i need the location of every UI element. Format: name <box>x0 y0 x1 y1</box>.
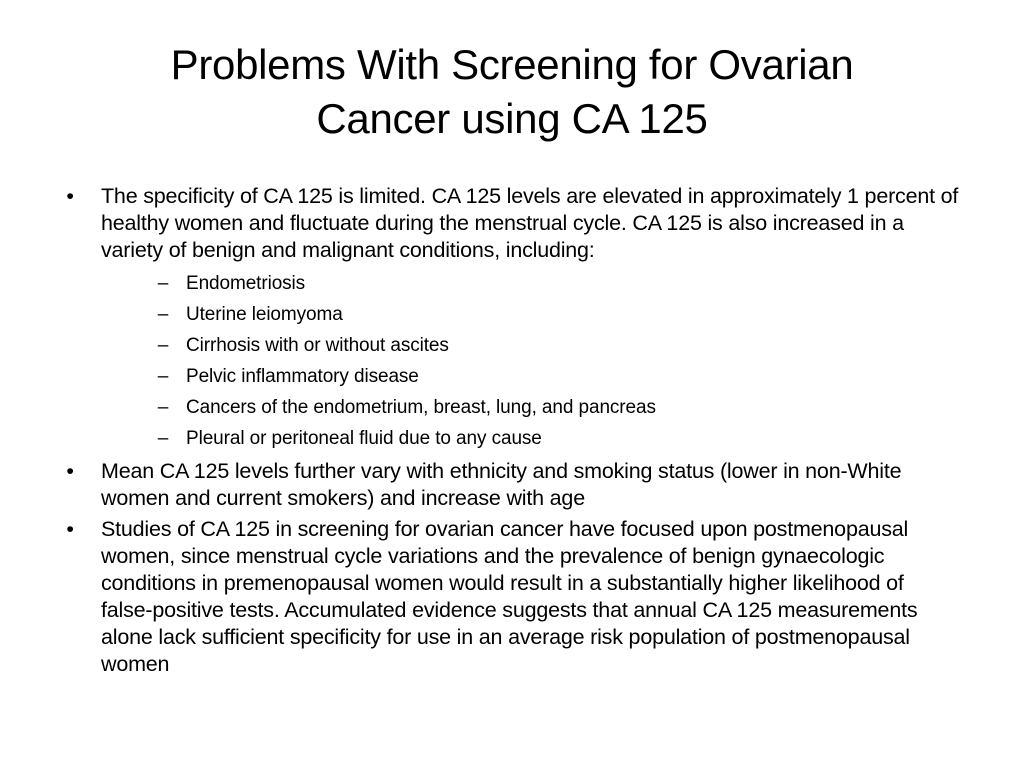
slide-title-line-2: Cancer using CA 125 <box>316 95 708 142</box>
slide-body <box>60 183 960 682</box>
bullet-marker: • <box>66 459 74 483</box>
sub-bullet-item <box>101 299 960 330</box>
sub-bullet-list <box>101 268 960 454</box>
sub-bullet-marker: – <box>157 304 169 325</box>
sub-bullet-text: Pleural or peritoneal fluid due to any cause <box>186 428 542 449</box>
sub-bullet-text: Cancers of the endometrium, breast, lung, and pancreas <box>186 397 656 418</box>
bullet-item <box>60 516 960 678</box>
sub-bullet-text: Pelvic inflammatory disease <box>186 366 419 387</box>
slide-title <box>60 38 964 146</box>
sub-bullet-item <box>101 330 960 361</box>
bullet-text: Studies of CA 125 in screening for ovarian cancer have focused upon postmenopausal women, since menstrual cycle variations and the prevalence of benign gynaecologic conditions in premenopausal women would result in a substantially higher likelihood of false-positive tests. Accumulated evidence suggests that annual CA 125 measurements alone lack sufficient specificity for use in an average risk population of postmenopausal women <box>101 517 918 676</box>
bullet-marker: • <box>66 517 74 541</box>
bullet-item <box>60 183 960 454</box>
sub-bullet-marker: – <box>157 273 169 294</box>
sub-bullet-text: Cirrhosis with or without ascites <box>186 335 449 356</box>
bullet-text: Mean CA 125 levels further vary with ethnicity and smoking status (lower in non-White women and current smokers) and increase with age <box>101 459 902 510</box>
sub-bullet-item <box>101 392 960 423</box>
sub-bullet-marker: – <box>157 397 169 418</box>
sub-bullet-item <box>101 361 960 392</box>
sub-bullet-text: Uterine leiomyoma <box>186 304 343 325</box>
sub-bullet-marker: – <box>157 335 169 356</box>
bullet-item <box>60 458 960 512</box>
sub-bullet-item <box>101 268 960 299</box>
sub-bullet-marker: – <box>157 428 169 449</box>
sub-bullet-marker: – <box>157 366 169 387</box>
bullet-marker: • <box>66 184 74 208</box>
bullet-text: The specificity of CA 125 is limited. CA 125 levels are elevated in approximately 1 percent of healthy women and fluctuate during the menstrual cycle. CA 125 is also increased in a variety of benign and malignant conditions, including: <box>101 184 959 262</box>
sub-bullet-item <box>101 423 960 454</box>
slide-title-line-1: Problems With Screening for Ovarian <box>170 41 854 88</box>
sub-bullet-text: Endometriosis <box>186 273 306 294</box>
